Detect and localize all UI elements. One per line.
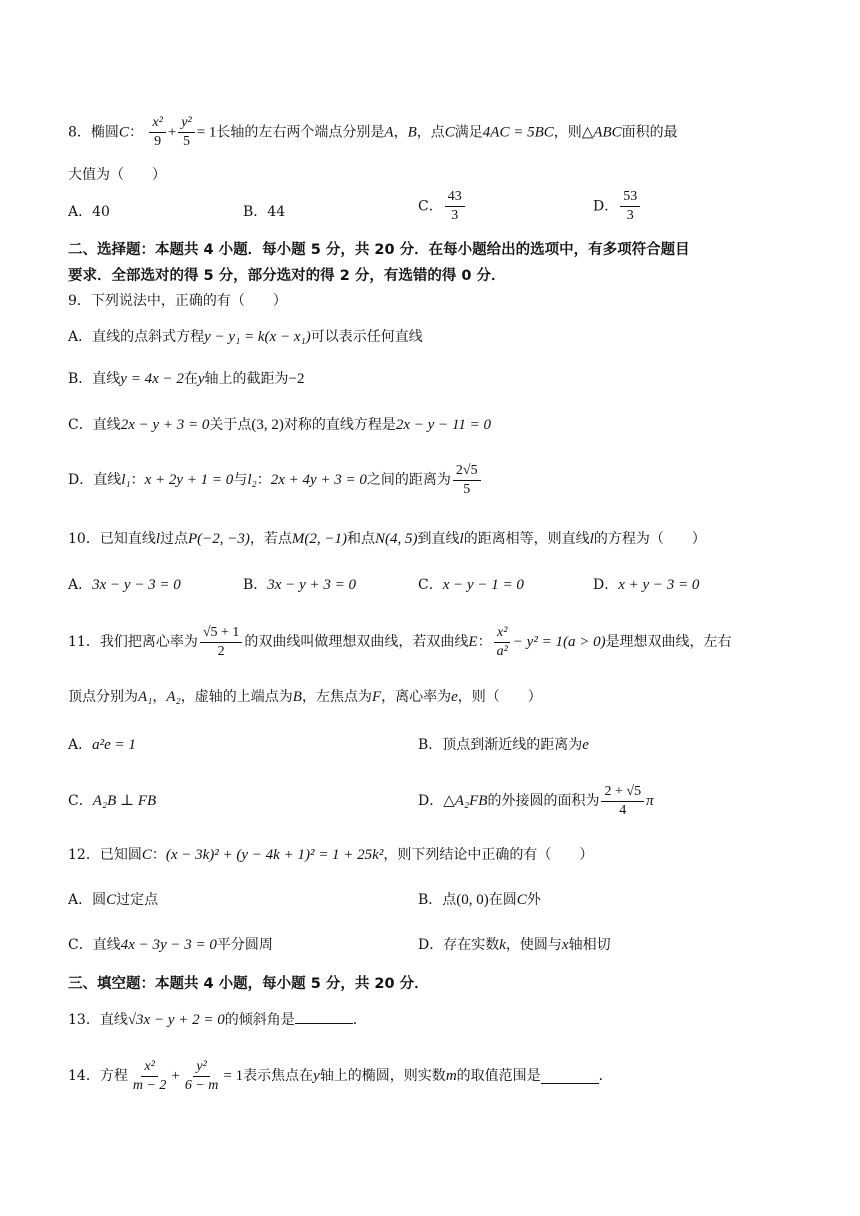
option-value: −2 [288,371,305,387]
answer-blank[interactable] [541,1069,599,1084]
option-text: 在 [183,371,198,387]
q14-text: 的取值范围是 [456,1068,541,1084]
sep: ， [152,689,167,705]
q8-text: 8．椭圆 [68,124,119,141]
option-text: 在圆 [488,892,517,908]
q8-frac-y [178,114,194,151]
plus: + [167,124,177,141]
option-equation: A₂B ⊥ FB [92,793,157,809]
q8-text: ，则 [553,124,582,141]
colon: ： [151,847,166,863]
colon: ： [256,472,271,488]
triangle-abc: △ABC [581,124,622,141]
q11-stem-line2 [68,686,542,708]
option-text: C．直线 [68,937,121,953]
option-text: 平分圆周 [216,937,273,953]
option-equation: y = 4x − 2 [120,371,184,387]
option-label: C． [68,793,93,809]
q10-text: 过点 [160,531,188,547]
frac-den: 9 [154,134,162,149]
frac-den: 3 [626,208,634,223]
option-text: A．直线的点斜式方程 [68,329,205,345]
q14-text: 表示焦点在 [243,1068,314,1084]
point-m: M(2, −1) [291,531,348,547]
option-label: A． [68,577,93,593]
option-text: 轴上的截距为 [204,371,289,387]
circle-equation: (x − 3k)² + (y − 4k + 1)² = 1 + 25k² [165,847,384,863]
frac-num: x² [494,624,510,643]
q8-stem-line2: 大值为（ ） [68,167,166,183]
q13-stem [68,1009,367,1031]
option-text: 关于点 [209,417,252,433]
triangle: △A₂FB [443,793,488,809]
option-text: 与 [233,472,248,488]
var-y: y [313,1068,320,1084]
colon: ： [130,472,145,488]
option-text: 对称的直线方程是 [283,417,396,433]
q12-text: 12．已知圆 [68,847,142,863]
eq-rhs: = 1 [196,124,217,141]
frac-num: x² [141,1058,157,1077]
frac-den: 2 [217,643,225,659]
frac-num: y² [193,1058,209,1077]
q11-option-a[interactable] [68,734,136,756]
frac-den: 5 [463,481,471,497]
option-text: B．点 [418,892,457,908]
option-fraction [620,188,640,225]
var-e: e [451,689,458,705]
point-b: B [292,689,302,705]
q8-text: 长轴的左右两个端点分别是 [216,124,385,141]
frac-num: y² [178,114,194,133]
option-text: B．顶点到渐近线的距离为 [418,737,583,753]
sep: ， [393,124,408,141]
line-l2: l₂ [247,472,257,488]
option-equation: 2x − y + 3 = 0 [120,417,210,433]
option-equation: 4x − 3y − 3 = 0 [120,937,217,953]
option-text: 过定点 [116,892,159,908]
q9-option-c[interactable] [68,414,491,436]
q9-option-a[interactable] [68,326,423,348]
q12-option-d[interactable] [418,934,611,956]
q12-stem [68,844,593,866]
section-2-heading-line2: 要求．全部选对的得 5 分，部分选对的得 2 分，有选错的得 0 分． [68,268,506,284]
option-label: D． [593,198,619,215]
option-text: D．存在实数 [418,937,500,953]
var-m: m [445,1068,457,1084]
section-2-heading: 二、选择题：本题共 4 小题．每小题 5 分，共 20 分．在每小题给出的选项中，有多项符合题目 [68,242,690,258]
option-equation: a²e = 1 [92,737,136,753]
option-equation: 3x − y − 3 = 0 [92,577,181,593]
q8-option-d[interactable] [593,188,642,225]
q14-frac-x [130,1058,170,1095]
option-text: A．圆 [68,892,107,908]
q8-option-b[interactable]: B．44 [243,204,286,220]
frac-num: 2√5 [453,462,481,481]
q8-ellipse-label: C [118,124,129,141]
option-text: B．直线 [68,371,121,387]
frac-den: m − 2 [132,1077,167,1093]
point-b: B [407,124,417,141]
option-text: C．直线 [68,417,121,433]
answer-blank[interactable] [295,1009,353,1024]
q8-text: ，点 [416,124,445,141]
q10-option-c[interactable] [418,574,524,596]
q11-text: 11．我们把离心率为 [68,634,198,650]
point-n: N(4, 5) [375,531,418,547]
frac-num: x² [149,114,165,133]
frac-den: 4 [619,802,627,818]
q10-text: 和点 [347,531,376,547]
line-l: l [589,531,594,547]
var-k: k [499,937,506,953]
q11-option-d[interactable] [418,779,654,823]
option-label: C． [418,198,443,215]
section-3-heading: 三、填空题：本题共 4 小题，每小题 5 分，共 20 分． [68,976,429,992]
q8-colon: ： [128,124,143,141]
line-l: l [459,531,464,547]
focus-f: F [371,689,382,705]
eq-rhs: = 1 [223,1068,244,1084]
colon: ： [477,634,492,650]
q8-text: 满足 [454,124,483,141]
option-text: 外 [526,892,541,908]
option-fraction [445,188,465,225]
area-fraction [601,783,644,820]
q11-option-b[interactable] [418,734,589,756]
frac-num: 53 [620,188,640,207]
vertex-a1: A₁ [138,689,153,705]
option-equation: 2x + 4y + 3 = 0 [270,472,367,488]
option-label: C． [418,577,443,593]
frac-den: a² [496,643,508,659]
q14-frac-y [182,1058,222,1095]
option-equation: x − y − 1 = 0 [442,577,524,593]
option-text: ，使圆与 [505,937,562,953]
q10-option-d[interactable] [593,574,699,596]
q10-option-b[interactable] [243,574,356,596]
q10-stem [68,528,706,550]
option-equation: y − y₁ = k(x − x₁) [204,329,311,345]
q10-text: ，若点 [249,531,292,547]
frac-den: 6 − m [184,1077,219,1093]
q8-option-c[interactable] [418,188,467,225]
q14-text: 14．方程 [68,1068,128,1084]
q10-text: 到直线 [417,531,460,547]
point-p: P(−2, −3) [188,531,250,547]
line-l: l [155,531,160,547]
q8-option-a[interactable]: A．40 [68,204,110,220]
point-a: A [384,124,394,141]
q11-option-c[interactable] [68,790,156,812]
option-equation: 3x − y + 3 = 0 [267,577,356,593]
q10-option-a[interactable] [68,574,181,596]
q11-text: ，虚轴的上端点为 [180,689,293,705]
option-label: B． [243,577,268,593]
frac-den: 5 [182,134,190,149]
q10-text: 的方程为（ ） [593,531,706,547]
q13-text: ． [352,1012,367,1028]
q8-text: 面积的最 [621,124,678,141]
frac-num: √5 + 1 [200,624,243,643]
q8-condition: 4AC = 5BC [482,124,554,141]
q10-text: 10．已知直线 [68,531,156,547]
option-text: 轴相切 [568,937,611,953]
q13-text: 13．直线 [68,1012,128,1028]
var-y: y [197,371,205,387]
frac-num: 2 + √5 [601,783,644,802]
option-text: 可以表示任何直线 [310,329,423,345]
circle-c: C [141,847,152,863]
q9-stem: 9．下列说法中，正确的有（ ） [68,293,287,309]
option-label: D． [593,577,619,593]
q9-option-d[interactable] [68,458,483,502]
q11-text: ，离心率为 [381,689,452,705]
point-coords: (3, 2) [251,417,284,433]
q11-text: ，左焦点为 [301,689,372,705]
option-text: 之间的距离为 [366,472,451,488]
option-text: D．直线 [68,472,122,488]
q12-option-a[interactable] [68,889,158,911]
eccentricity-fraction [200,624,243,661]
q14-text: ． [598,1068,613,1084]
frac-num: 43 [445,188,465,207]
option-text: 的外接圆的面积为 [487,793,600,809]
option-equation: 2x − y − 11 = 0 [395,417,491,433]
frac-den: 3 [451,208,459,223]
q9-option-b[interactable] [68,368,305,390]
q12-option-c[interactable] [68,934,273,956]
hyperbola-rest: − y² = 1(a > 0) [512,634,606,650]
q11-text: 顶点分别为 [68,689,138,705]
q11-stem [68,620,732,664]
hyperbola-fraction [494,624,511,661]
circle-c: C [106,892,117,908]
q8-frac-x [149,114,165,151]
var-e: e [582,737,589,753]
q11-text: 的双曲线叫做理想双曲线，若双曲线 [244,634,469,650]
plus: + [171,1068,180,1084]
pi: π [646,793,654,809]
q12-text: ，则下列结论中正确的有（ ） [383,847,594,863]
point-origin: (0, 0) [456,892,489,908]
var-x: x [561,937,569,953]
q8-stem [68,114,678,151]
circle-c: C [516,892,527,908]
option-label: A． [68,737,93,753]
q14-stem [68,1054,613,1098]
q13-text: 的倾斜角是 [224,1012,295,1028]
hyperbola-e: E [468,634,478,650]
point-c: C [444,124,455,141]
option-label: D． [418,793,444,809]
q14-text: 轴上的椭圆，则实数 [319,1068,446,1084]
line-l1: l₁ [121,472,131,488]
q11-text: ，则（ ） [457,689,542,705]
q11-text: 是理想双曲线，左右 [605,634,732,650]
vertex-a2: A₂ [166,689,181,705]
q10-text: 的距离相等，则直线 [463,531,590,547]
distance-fraction [453,462,481,499]
option-equation: x + 2y + 1 = 0 [144,472,234,488]
q12-option-b[interactable] [418,889,541,911]
q13-equation: √3x − y + 2 = 0 [127,1012,225,1028]
option-equation: x + y − 3 = 0 [618,577,700,593]
